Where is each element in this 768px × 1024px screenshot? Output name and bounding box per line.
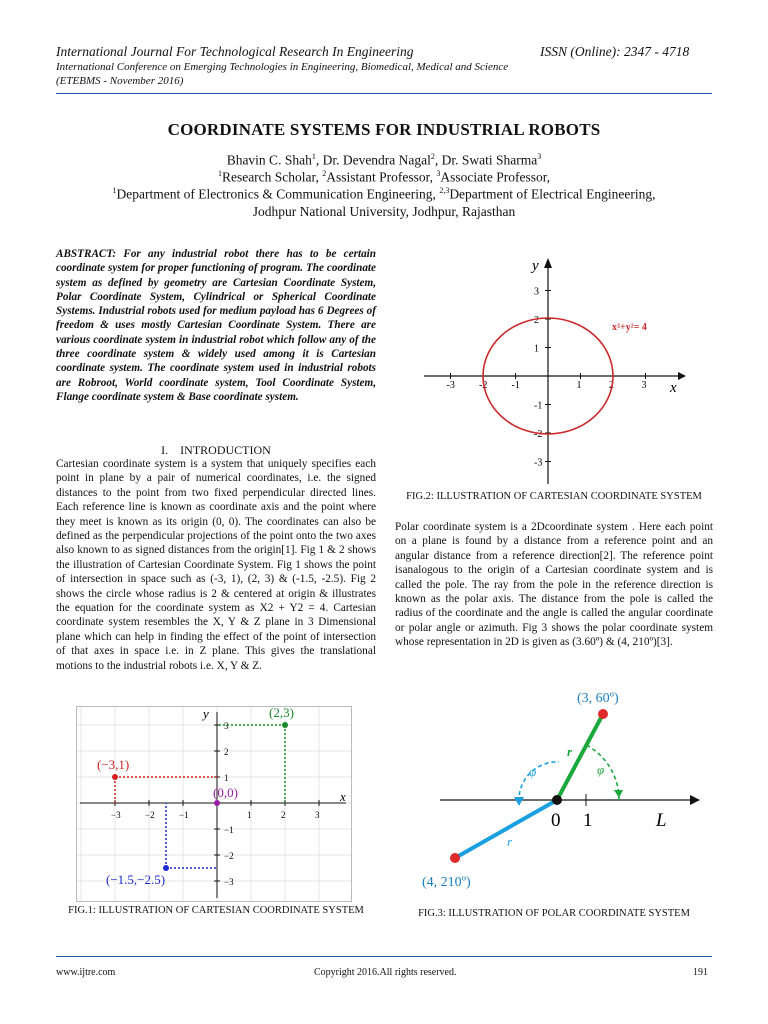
university: Jodhpur National University, Jodhpur, Rajasthan — [252, 204, 516, 219]
fig3-point-1-label: (3, 60º) — [577, 691, 619, 706]
fig1-point-label: (0,0) — [213, 785, 238, 800]
authors: Bhavin C. Shah$^1$, Dr. Devendra Nagal$^2$, Dr. Swati Sharma$^3$ — [226, 152, 542, 168]
header-rule — [56, 93, 712, 94]
section-heading-introduction: I. INTRODUCTION — [161, 443, 271, 457]
fig1-x-tick-label: 1 — [247, 810, 252, 820]
author-1: Bhavin C. Shah — [226, 152, 312, 168]
abstract: ABSTRACT: For any industrial robot there has to be certain coordinate system for proper functioning of program. The coordinate system as defined by geometry are Cartesian Coordinate System, Polar Coordinate System, Cylindrical or Spherical Coordinate Systems. Industrial robots used for medium payload has 6 Degrees of freedom & uses mostly Cartesian Coordinate System. There are various coordinate system in industrial robot which follow any of the three coordinate system & widely used among it is Cartesian coordinate system. The coordinate system used in industrial robots are Robroot, World coordinate system, Tool Coordinate System, Flange coordinate system & Base coordinate system. — [56, 248, 376, 403]
fig2-y-tick-label: -2 — [534, 429, 543, 440]
fig3-pole — [552, 795, 562, 805]
page-number: 191 — [693, 967, 708, 978]
polar-text: Polar coordinate system is a 2Dcoordinate system . Here each point on a plane is found by a distance from a reference point and an angular distance from a reference direction[2]. The reference point isanalogous to the origin of a Cartesian coordinate system and is called the pole. The ray from the pole in the reference direction is known as the polar axis. The distance from the pole is called the radius of the coordinate and the angle is called the angular coordinate or polar angle or azimuth. Fig 3 shows the polar coordinate system whose representation in 2D is given as (3.60º) & (4, 210º)[3]. — [395, 521, 713, 649]
fig2-x-tick-label: -3 — [446, 380, 455, 391]
footer-site: www.ijtre.com — [56, 967, 116, 978]
fig3-phi-label-2: φ — [529, 764, 537, 779]
fig1-x-tick-label: 3 — [315, 810, 320, 820]
fig3-phi-label-1: φ — [597, 762, 605, 777]
fig1-x-tick-label: −2 — [145, 810, 155, 820]
fig1-point — [163, 865, 169, 871]
fig2-caption: FIG.2: ILLUSTRATION OF CARTESIAN COORDINATE SYSTEM — [406, 491, 702, 502]
fig3-one-label: 1 — [583, 810, 593, 831]
fig2-y-tick-label: 2 — [534, 315, 539, 326]
introduction-text: Cartesian coordinate system is a system that uniquely specifies each point in plane by a pair of numerical coordinates, i.e. the signed distances to the point from two fixed perpendicular directed lines. Each reference line is known as coordinate axis and the point where they meet is known as its origin (0, 0). The coordinates can also be defined as the perpendicular projections of the point onto the two axes also known to as signed distances from the origin[1]. Fig 1 & 2 shows the illustration of Cartesian Coordinate System. Fig 1 shows the point of intersection in space such as (-3, 1), (2, 3) & (-1.5, -2.5). Fig 2 shows the circle whose radius is 2 & centered at origin & illustrates the equation for the coordinate system as X2 + Y2 = 4. Cartesian coordinate system resembles the X, Y & Z plane in 3 Dimensional plane which can help in finding the effect of the point of intersection of that axes in space i.e. in Z plane. This gives the translational motions to the industrial robots i.e. X, Y & Z. — [56, 458, 376, 672]
footer-copyright: Copyright 2016.All rights reserved. — [314, 967, 457, 978]
fig2-y-label: y — [532, 258, 539, 274]
fig2-circle-plot — [420, 252, 700, 488]
fig2-x-tick-label: -2 — [479, 380, 488, 391]
paper-title: COORDINATE SYSTEMS FOR INDUSTRIAL ROBOTS — [167, 120, 601, 139]
fig3-angle-arrow-1 — [614, 790, 623, 798]
fig2-y-arrow — [544, 258, 552, 268]
fig3-r-label-2: r — [507, 834, 513, 849]
fig3-angle-arrow-2 — [514, 797, 524, 806]
fig1-point-label: (2,3) — [269, 706, 294, 720]
fig3-axis-label: L — [656, 810, 667, 831]
fig1-y-tick-label: 2 — [224, 747, 229, 757]
fig3-angle-arc-2 — [519, 762, 559, 802]
fig2-x-arrow — [678, 372, 686, 380]
fig2-y-tick-label: 1 — [534, 343, 539, 355]
fig2-equation: x²+y²= 4 — [612, 322, 647, 333]
fig1-x-tick-label: 2 — [281, 810, 286, 820]
fig3-caption: FIG.3: ILLUSTRATION OF POLAR COORDINATE SYSTEM — [418, 908, 690, 919]
fig1-point — [112, 774, 118, 780]
fig3-point-2-label: (4, 210º) — [422, 875, 471, 890]
fig1-point-label: (−3,1) — [97, 757, 130, 772]
fig2-x-tick-label: 2 — [609, 380, 614, 391]
fig1-x-tick-label: −3 — [111, 810, 121, 820]
fig1-caption: FIG.1: ILLUSTRATION OF CARTESIAN COORDINATE SYSTEM — [68, 905, 364, 916]
fig2-x-tick-label: 1 — [576, 380, 582, 391]
fig2-y-tick-label: 3 — [534, 286, 539, 298]
author-2: Dr. Devendra Nagal — [322, 152, 431, 168]
fig1-point-label: (−1.5,−2.5) — [106, 872, 166, 887]
fig3-axis-arrow — [690, 795, 700, 805]
fig3-polar-plot — [410, 685, 710, 895]
footer-rule — [56, 956, 712, 957]
fig1-y-tick-label: 1 — [224, 773, 229, 783]
issn: ISSN (Online): 2347 - 4718 — [540, 44, 690, 59]
fig1-y-tick-label: −3 — [224, 877, 234, 887]
fig2-x-label: x — [670, 380, 677, 396]
fig1-y-tick-label: −2 — [224, 851, 234, 861]
author-3: Dr. Swati Sharma — [441, 152, 538, 168]
fig3-radius-2 — [455, 800, 557, 858]
fig1-point — [282, 722, 288, 728]
conference-name: International Conference on Emerging Technologies in Engineering, Biomedical, Medical and Science — [56, 61, 509, 73]
fig1-y-label: y — [203, 706, 209, 721]
event-date: (ETEBMS - November 2016) — [56, 75, 184, 87]
fig3-point-2 — [450, 853, 460, 863]
fig2-x-tick-label: 3 — [641, 380, 647, 391]
journal-name: International Journal For Technological Research In Engineering — [56, 44, 414, 59]
fig3-point-1 — [598, 709, 608, 719]
fig1-point — [214, 800, 220, 806]
fig2-y-tick-label: -3 — [534, 457, 543, 469]
fig3-origin-label: 0 — [551, 810, 561, 831]
fig3-radius-1 — [557, 714, 603, 800]
fig1-cartesian-plot — [76, 706, 352, 902]
fig2-y-tick-label: -1 — [534, 400, 543, 412]
fig1-x-label: x — [340, 789, 346, 804]
author-roles: $^1$Research Scholar, $^2$Assistant Professor, $^3$Associate Professor, — [217, 169, 551, 185]
fig2-x-tick-label: -1 — [511, 380, 520, 391]
departments: $^1$Department of Electronics & Communication Engineering, $^{2,3}$Department of Electrical Engineering, — [112, 186, 656, 202]
fig1-y-tick-label: −1 — [224, 825, 234, 835]
fig1-y-tick-label: 3 — [224, 721, 229, 731]
fig1-x-tick-label: −1 — [179, 810, 189, 820]
fig3-r-label-1: r — [567, 744, 573, 759]
